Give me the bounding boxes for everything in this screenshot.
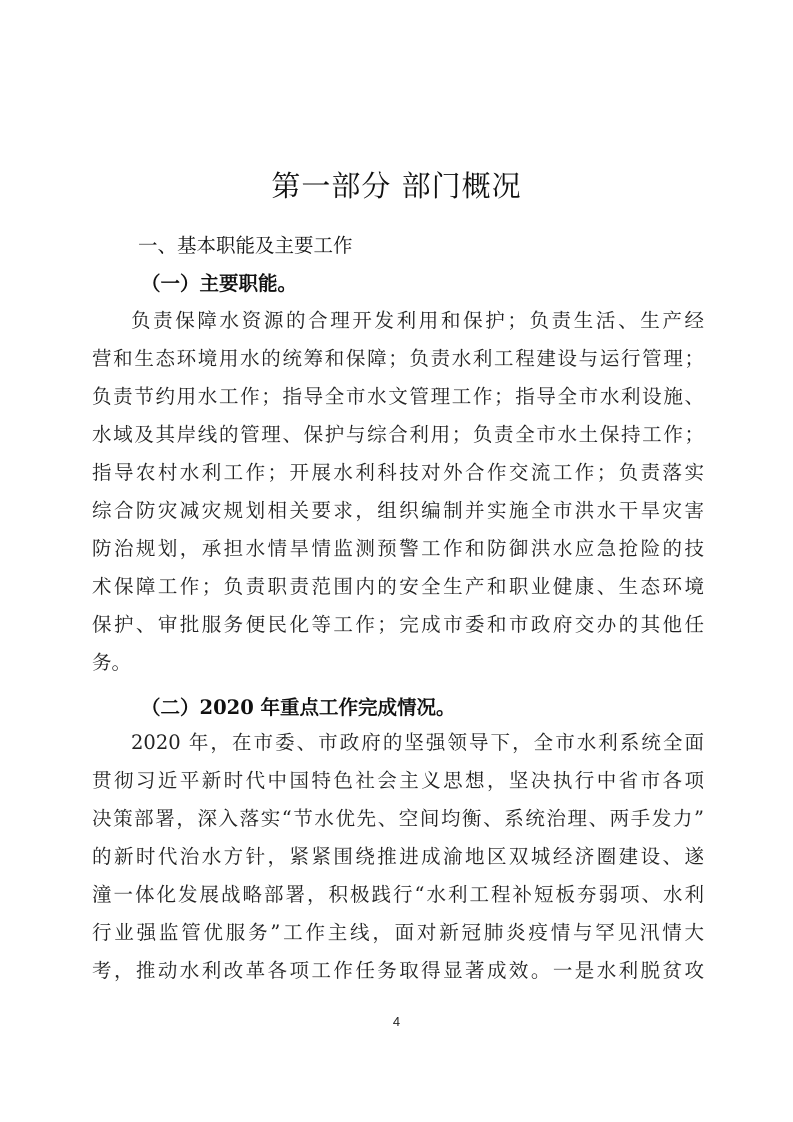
paragraph-line: 负责保障水资源的合理开发利用和保护；负责生活、生产经 [131, 309, 704, 332]
paragraph-line: 考，推动水利改革各项工作任务取得显著成效。一是水利脱贫攻 [92, 959, 704, 982]
paragraph-line: 贯彻习近平新时代中国特色社会主义思想，坚决执行中省市各项 [92, 769, 704, 792]
page-title: 第一部分 部门概况 [271, 169, 522, 203]
paragraph-line: 2020 年，在市委、市政府的坚强领导下，全市水利系统全面 [131, 731, 704, 754]
paragraph-line: 潼一体化发展战略部署，积极践行“水利工程补短板夯弱项、水利 [92, 883, 704, 906]
paragraph-line: 营和生态环境用水的统筹和保障；负责水利工程建设与运行管理； [92, 347, 704, 370]
paragraph-line: 务。 [92, 651, 132, 674]
paragraph-line: 水域及其岸线的管理、保护与综合利用；负责全市水土保持工作； [92, 423, 704, 446]
page-number: 4 [392, 1014, 401, 1029]
paragraph-line: 的新时代治水方针，紧紧围绕推进成渝地区双城经济圈建设、遂 [92, 845, 704, 868]
paragraph-line: 综合防灾减灾规划相关要求，组织编制并实施全市洪水干旱灾害 [92, 499, 704, 522]
paragraph-line: 决策部署，深入落实“节水优先、空间均衡、系统治理、两手发力” [92, 807, 704, 830]
section-heading: 一、基本职能及主要工作 [138, 234, 353, 257]
subsection-heading-2020-work: （二）2020 年重点工作完成情况。 [141, 696, 456, 719]
paragraph-line: 防治规划，承担水情旱情监测预警工作和防御洪水应急抢险的技 [92, 537, 704, 560]
paragraph-line: 保护、审批服务便民化等工作；完成市委和市政府交办的其他任 [92, 613, 704, 636]
paragraph-line: 行业强监管优服务”工作主线，面对新冠肺炎疫情与罕见汛情大 [92, 921, 704, 944]
paragraph-line: 指导农村水利工作；开展水利科技对外合作交流工作；负责落实 [92, 461, 704, 484]
paragraph-line: 术保障工作；负责职责范围内的安全生产和职业健康、生态环境 [92, 575, 704, 598]
paragraph-line: 负责节约用水工作；指导全市水文管理工作；指导全市水利设施、 [92, 385, 704, 408]
subsection-heading-functions: （一）主要职能。 [141, 272, 298, 295]
